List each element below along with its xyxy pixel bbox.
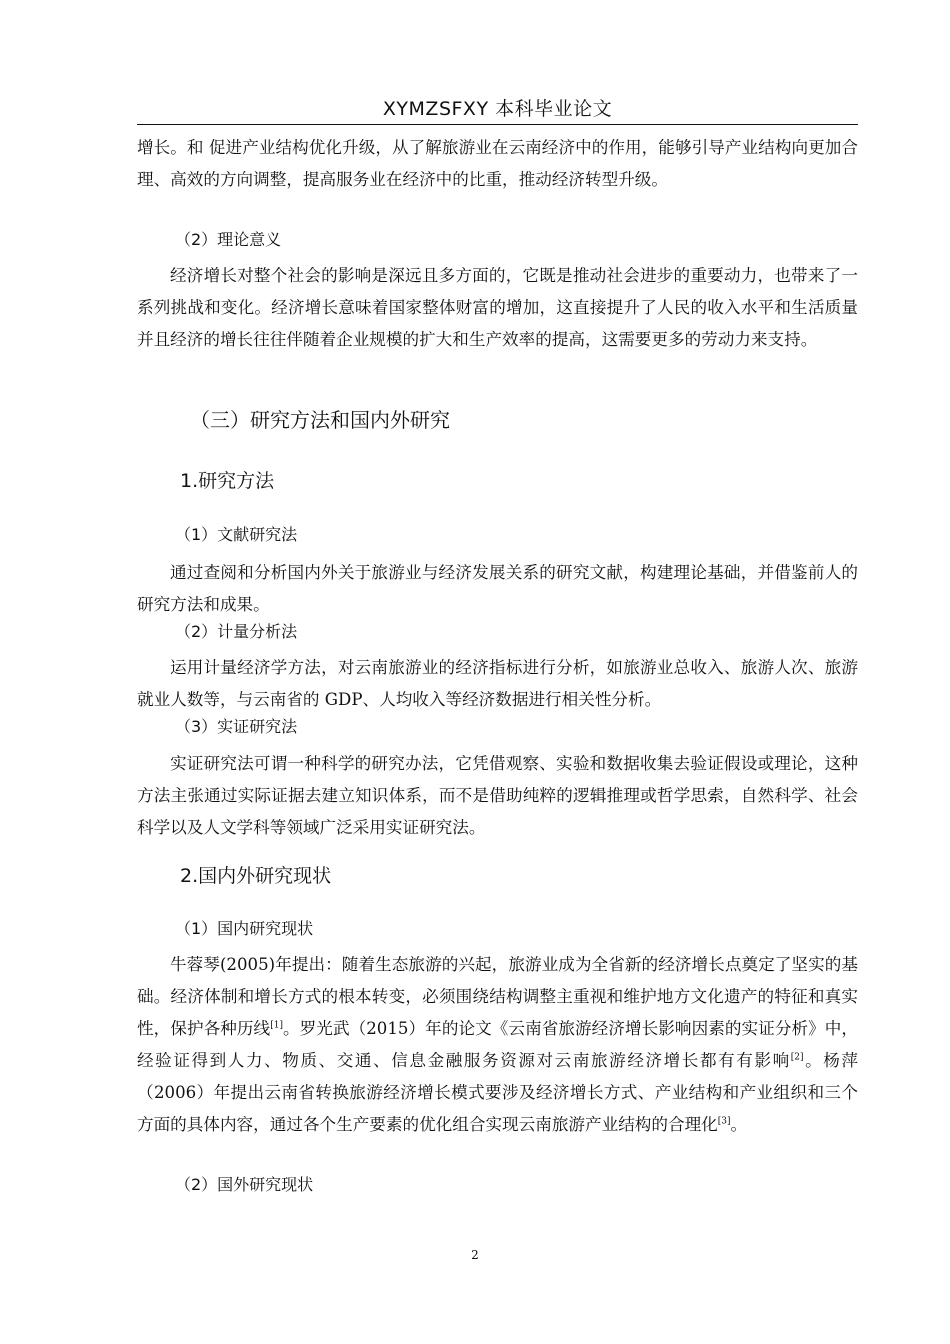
page-header: XYMZSFXY 本科毕业论文: [137, 94, 858, 125]
paragraph-econometric: [137, 652, 858, 716]
subheading-foreign: （2）国外研究现状: [175, 1175, 314, 1194]
section-heading-methods-research: （三）研究方法和国内外研究: [190, 408, 450, 432]
page-number: 2: [471, 1248, 479, 1262]
subheading-econometric: （2）计量分析法: [175, 622, 298, 641]
paragraph-literature-text: 通过查阅和分析国内外关于旅游业与经济发展关系的研究文献，构建理论基础，并借鉴前人的研究方法和成果。: [137, 563, 858, 614]
paragraph-intro-text: 增长。和 促进产业结构优化升级，从了解旅游业在云南经济中的作用，能够引导产业结构向更加合理、高效的方向调整，提高服务业在经济中的比重，推动经济转型升级。: [137, 138, 858, 189]
paragraph-domestic: [137, 949, 858, 1141]
paragraph-empirical: [137, 748, 858, 844]
heading-research-status: 2.国内外研究现状: [180, 865, 332, 887]
subheading-literature: （1）文献研究法: [175, 525, 298, 544]
paragraph-empirical-text: 实证研究法可谓一种科学的研究办法，它凭借观察、实验和数据收集去验证假设或理论，这种方法主张通过实际证据去建立知识体系，而不是借助纯粹的逻辑推理或哲学思索，自然科学、社会科学以及人文学科等领域广泛采用实证研究法。: [137, 754, 858, 837]
domestic-text-part-d: 。: [730, 1115, 748, 1134]
paragraph-intro: [137, 132, 858, 196]
paragraph-theory: [137, 260, 858, 356]
paragraph-literature: [137, 557, 858, 621]
domestic-text-part-a: 牛蓉琴(2005)年提出：随着生态旅游的兴起，旅游业成为全省新的经济增长点奠定了坚实的基础。经济体制和增长方式的根本转变，必须围绕结构调整主重视和维护地方文化遗产的特征和真实性，保护各种历线: [137, 955, 858, 1038]
paragraph-domestic-text: [137, 949, 858, 1141]
paragraph-theory-text: 经济增长对整个社会的影响是深远且多方面的，它既是推动社会进步的重要动力，也带来了一系列挑战和变化。经济增长意味着国家整体财富的增加，这直接提升了人民的收入水平和生活质量并且经济的增长往往伴随着企业规模的扩大和生产效率的提高，这需要更多的劳动力来支持。: [137, 266, 858, 349]
domestic-text-part-c: 。杨萍（2006）年提出云南省转换旅游经济增长模式要涉及经济增长方式、产业结构和产业组织和三个方面的具体内容，通过各个生产要素的优化组合实现云南旅游产业结构的合理化: [137, 1051, 859, 1134]
domestic-text-part-b: 。罗光武（2015）年的论文《云南省旅游经济增长影响因素的实证分析》中，经验证得到人力、物质、交通、信息金融服务资源对云南旅游经济增长都有有影响: [137, 1019, 859, 1070]
paragraph-econometric-text: 运用计量经济学方法，对云南旅游业的经济指标进行分析，如旅游业总收入、旅游人次、旅游就业人数等，与云南省的 GDP、人均收入等经济数据进行相关性分析。: [137, 658, 858, 709]
subheading-theory: （2）理论意义: [175, 230, 282, 249]
subheading-empirical: （3）实证研究法: [175, 717, 298, 736]
subheading-domestic: （1）国内研究现状: [175, 919, 314, 938]
citation-1: [1]: [270, 1020, 283, 1031]
citation-3: [3]: [717, 1116, 731, 1127]
citation-2: [2]: [790, 1052, 804, 1063]
heading-research-methods: 1.研究方法: [180, 470, 275, 492]
